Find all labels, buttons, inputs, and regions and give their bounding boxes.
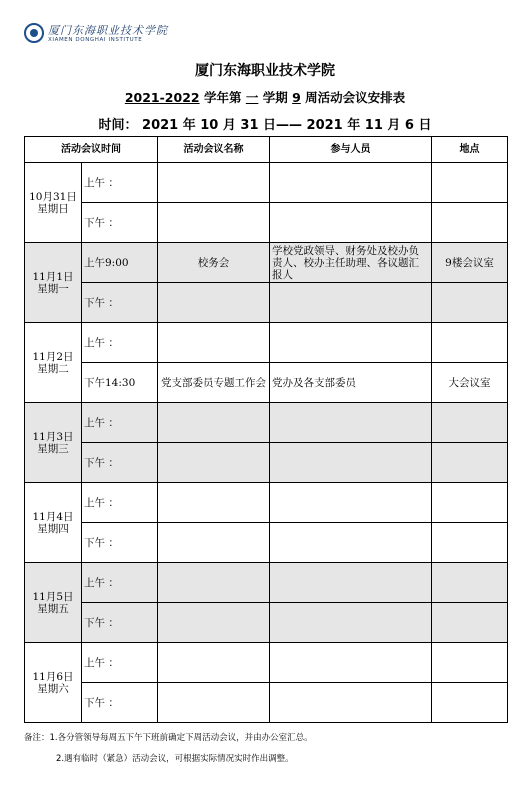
day-weekday: 星期一	[37, 282, 69, 295]
participants-cell	[270, 683, 432, 723]
academic-year: 2021-2022	[124, 90, 200, 105]
location-cell	[432, 163, 508, 203]
table-row	[25, 683, 508, 723]
day-cell	[25, 403, 82, 483]
day-weekday: 星期三	[37, 442, 69, 455]
period-cell: 上午 ：	[82, 403, 158, 443]
participants-cell	[270, 603, 432, 643]
schedule-subtitle	[0, 88, 530, 106]
participants-cell: 学校党政领导、财务处及校办负责人、校办主任助理、各议题汇报人	[270, 243, 432, 283]
table-row	[25, 643, 508, 683]
column-header-meeting: 活动会议名称	[158, 137, 270, 163]
schedule-table	[24, 136, 508, 723]
day-cell	[25, 323, 82, 403]
meeting-name-cell	[158, 523, 270, 563]
day-weekday: 星期四	[37, 522, 69, 535]
period-cell: 上午 ：	[82, 643, 158, 683]
meeting-name-cell	[158, 323, 270, 363]
period-cell: 下午 ：	[82, 523, 158, 563]
logo-name-en: XIAMEN DONGHAI INSTITUTE	[48, 37, 143, 43]
location-cell	[432, 643, 508, 683]
meeting-name-cell	[158, 403, 270, 443]
participants-cell: 党办及各支部委员	[270, 363, 432, 403]
location-cell	[432, 523, 508, 563]
meeting-name-cell	[158, 163, 270, 203]
meeting-name-cell	[158, 203, 270, 243]
meeting-name-cell	[158, 643, 270, 683]
location-cell	[432, 603, 508, 643]
meeting-name-cell	[158, 603, 270, 643]
meeting-name-cell	[158, 283, 270, 323]
table-row	[25, 523, 508, 563]
location-cell	[432, 283, 508, 323]
location-cell	[432, 323, 508, 363]
meeting-name-cell	[158, 483, 270, 523]
location-cell: 大会议室	[432, 363, 508, 403]
period-cell: 下午 ：	[82, 283, 158, 323]
column-header-location: 地点	[432, 137, 508, 163]
column-header-participants: 参与人员	[270, 137, 432, 163]
participants-cell	[270, 163, 432, 203]
participants-cell	[270, 283, 432, 323]
day-date: 11月5日	[32, 590, 74, 603]
logo-name-cn: 厦门东海职业技术学院	[48, 24, 168, 37]
school-logo	[24, 22, 174, 48]
table-row	[25, 563, 508, 603]
table-row	[25, 323, 508, 363]
participants-cell	[270, 563, 432, 603]
term-number: 一	[245, 90, 259, 105]
meeting-name-cell: 校务会	[158, 243, 270, 283]
period-cell: 下午 ：	[82, 203, 158, 243]
location-cell	[432, 563, 508, 603]
location-cell	[432, 203, 508, 243]
term-suffix: 学期	[262, 90, 288, 105]
table-row	[25, 203, 508, 243]
day-cell	[25, 643, 82, 723]
participants-cell	[270, 523, 432, 563]
table-row	[25, 483, 508, 523]
location-cell	[432, 443, 508, 483]
participants-cell	[270, 323, 432, 363]
school-seal-icon	[24, 23, 44, 43]
participants-cell	[270, 403, 432, 443]
week-number: 9	[292, 90, 301, 105]
date-range: 时间： 2021 年 10 月 31 日—— 2021 年 11 月 6 日	[98, 118, 432, 133]
location-cell	[432, 403, 508, 443]
table-row	[25, 363, 508, 403]
week-suffix: 周活动会议安排表	[305, 90, 406, 105]
day-date: 11月6日	[32, 670, 74, 683]
day-cell	[25, 243, 82, 323]
participants-cell	[270, 443, 432, 483]
period-cell: 下午 ：	[82, 683, 158, 723]
column-header-time: 活动会议时间	[25, 137, 158, 163]
day-cell	[25, 163, 82, 243]
day-date: 11月4日	[32, 510, 74, 523]
participants-cell	[270, 483, 432, 523]
day-weekday: 星期日	[37, 202, 69, 215]
note-line-1: 备注：1.各分管领导每周五下午下班前确定下周活动会议，并由办公室汇总。	[24, 733, 313, 743]
meeting-name-cell	[158, 683, 270, 723]
participants-cell	[270, 643, 432, 683]
table-row	[25, 243, 508, 283]
page-title: 厦门东海职业技术学院	[195, 63, 335, 79]
day-weekday: 星期五	[37, 602, 69, 615]
period-cell: 上午 ：	[82, 563, 158, 603]
period-cell: 下午 ：	[82, 603, 158, 643]
period-cell: 下午 ：	[82, 443, 158, 483]
period-cell: 上午 ：	[82, 323, 158, 363]
day-date: 11月3日	[32, 430, 74, 443]
table-row	[25, 283, 508, 323]
table-row	[25, 403, 508, 443]
location-cell	[432, 683, 508, 723]
academic-year-suffix: 学年第	[203, 90, 242, 105]
location-cell: 9楼会议室	[432, 243, 508, 283]
day-date: 11月2日	[32, 350, 74, 363]
day-date: 11月1日	[32, 270, 74, 283]
day-weekday: 星期六	[37, 682, 69, 695]
period-cell: 上午9:00	[82, 243, 158, 283]
period-cell: 上午 ：	[82, 483, 158, 523]
table-row	[25, 163, 508, 203]
location-cell	[432, 483, 508, 523]
table-header-row	[25, 137, 508, 163]
day-weekday: 星期二	[37, 362, 69, 375]
meeting-name-cell	[158, 443, 270, 483]
period-cell: 下午14:30	[82, 363, 158, 403]
day-cell	[25, 563, 82, 643]
day-date: 10月31日	[29, 190, 77, 203]
participants-cell	[270, 203, 432, 243]
meeting-name-cell: 党支部委员专题工作会	[158, 363, 270, 403]
note-line-2: 2.遇有临时（紧急）活动会议，可根据实际情况实时作出调整。	[56, 754, 294, 764]
table-row	[25, 443, 508, 483]
table-row	[25, 603, 508, 643]
meeting-name-cell	[158, 563, 270, 603]
period-cell: 上午 ：	[82, 163, 158, 203]
day-cell	[25, 483, 82, 563]
